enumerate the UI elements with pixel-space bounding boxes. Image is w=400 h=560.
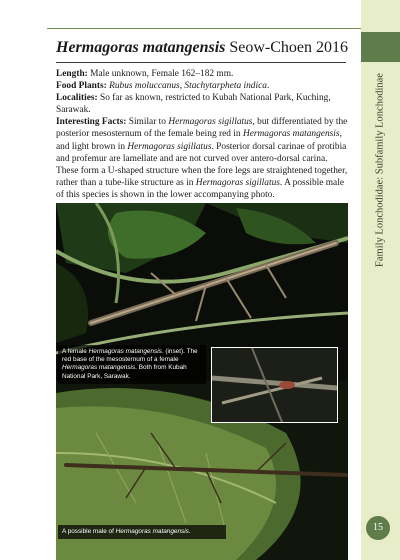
running-head: Family Lonchodidae: Subfamily Lonchodinae (374, 73, 386, 267)
sidebar-color-tab (361, 32, 400, 62)
interesting-facts-paragraph (56, 116, 348, 201)
caption-male-photo (58, 525, 226, 539)
facts-label: Interesting Facts: (56, 117, 127, 128)
localities-label: Localities: (56, 93, 98, 104)
caption-bottom-text-1: A possible male of (62, 528, 114, 535)
header-rule (47, 28, 361, 29)
species-author: Seow-Choen 2016 (229, 39, 349, 56)
caption-top-text-1: A female (62, 348, 87, 355)
length-value: Male unknown, Female 162–182 mm. (90, 69, 234, 79)
caption-bottom-text-2: . (188, 528, 191, 535)
facts-text-2: , but differentiated by the posterior mesosternum of the female being red in (56, 117, 348, 140)
caption-female-photo (58, 345, 206, 384)
localities-line (56, 92, 348, 116)
species-scientific-name: Hermagoras matangensis (56, 39, 226, 56)
facts-species-4: Hermagoras sigillatus (195, 177, 280, 188)
facts-text-1: Similar to (128, 117, 166, 128)
page-number: 15 (366, 516, 390, 540)
mesosternum-inset-photo (211, 347, 338, 423)
caption-top-text-3: . Both from Kubah National Park, Sarawak. (62, 364, 187, 380)
food-plants-line: Food Plants: Rubus moluccanus, Stachytarpheta indica. (56, 81, 270, 92)
facts-text-5: . A possible male of this species is shown in the lower accompanying photo. (56, 177, 344, 200)
facts-species-2: Hermagoras matangensis (242, 129, 340, 140)
facts-text-4: . Posterior dorsal carinae of protibia and profemur are lamellate and are not curved over antero-dorsal carina. These form a U-shaped structure when the fore legs are straightened together, rather than a tube-like structure as in (56, 141, 348, 188)
length-line (56, 68, 348, 80)
localities-value: So far as known, restricted to Kubah National Park, Kuching, Sarawak. (56, 93, 331, 116)
species-title (56, 38, 356, 58)
inset-illustration (212, 348, 337, 422)
caption-top-text-2: . (inset). The red base of the mesosternum of a female (62, 348, 198, 364)
caption-bottom-species: Hermagoras matangensis (115, 528, 189, 535)
title-underline (56, 62, 346, 63)
food-plant-1: Rubus moluccanus (109, 81, 180, 92)
caption-top-species-1: Hermagoras matangensis (88, 348, 162, 355)
length-label: Length: (56, 69, 88, 79)
caption-top-species-2: Hermagoras matangensis (62, 364, 136, 372)
facts-species-3: Hermagoras sigillatus (127, 141, 212, 152)
food-plant-2: Stachytarpheta indica (184, 81, 267, 92)
facts-text-3: , and light brown in (56, 129, 342, 152)
food-plants-label: Food Plants: (56, 81, 107, 92)
species-description (56, 68, 348, 201)
facts-species-1: Hermagoras sigillatus (168, 117, 253, 128)
